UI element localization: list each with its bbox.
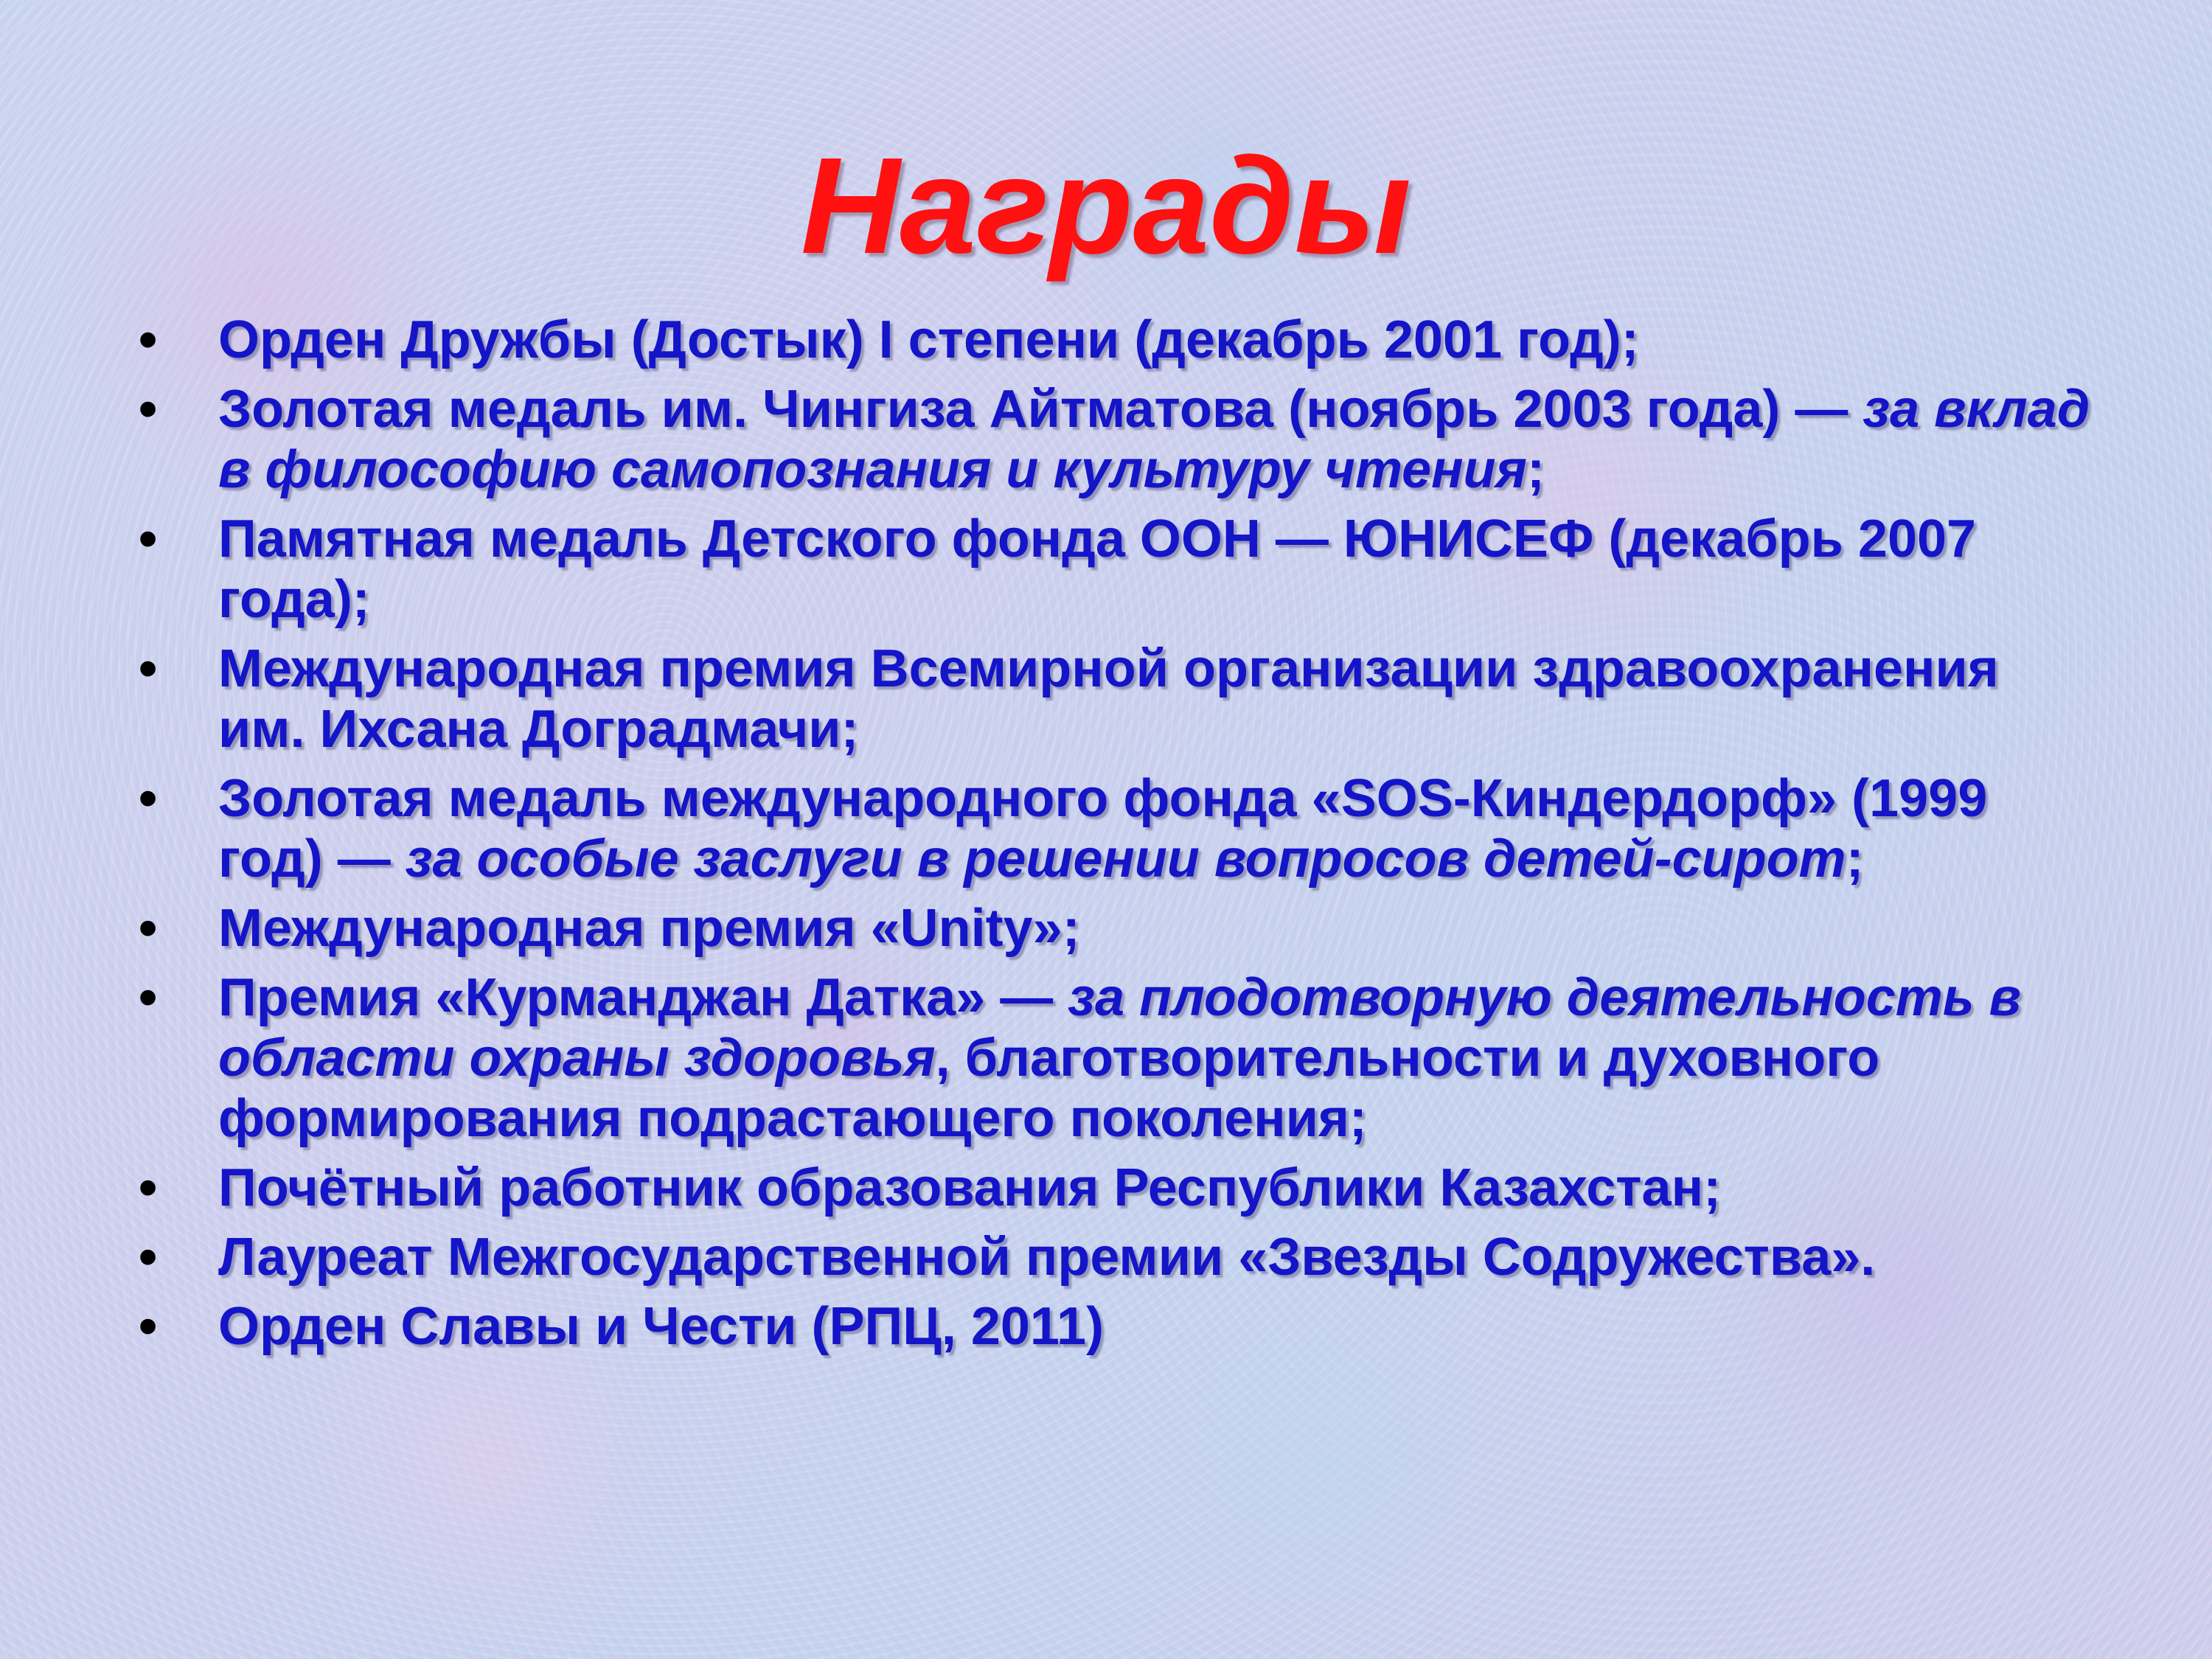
award-text-italic: за особые заслуги в решении вопросов детей-сирот [405,830,1846,888]
award-item-8 [124,1158,2100,1218]
award-item-1 [124,310,2100,370]
award-text-italic: за плодотворную деятельность в области охраны здоровья [218,968,2022,1088]
bullet-icon: • [139,1228,158,1287]
awards-list [124,310,2100,1366]
bullet-icon: • [139,509,158,568]
bullet-icon: • [139,310,158,369]
bullet-icon: • [139,899,158,958]
award-text: Орден Славы и Чести (РПЦ, 2011) [218,1297,1105,1356]
award-text: Золотая медаль им. Чингиза Айтматова (ноябрь 2003 года) — [218,380,1863,439]
award-text: Международная премия Всемирной организации здравоохранения им. Ихсана Доградмачи; [218,639,1999,759]
award-text: Премия «Курманджан Датка» — [218,968,1068,1027]
award-item-9 [124,1227,2100,1287]
award-item-10 [124,1296,2100,1357]
award-text: Международная премия «Unity»; [218,899,1080,958]
award-text: Почётный работник образования Республики Казахстан; [218,1158,1722,1217]
award-text-tail: ; [1526,440,1545,499]
award-text: Золотая медаль международного фонда «SOS-Киндердорф» (1999 год) — [218,769,1988,888]
award-text: Лауреат Межгосударственной премии «Звезды Содружества». [218,1228,1876,1287]
award-text-tail: ; [1846,830,1864,888]
bullet-icon: • [139,1297,158,1356]
award-item-4 [124,639,2100,759]
award-text-italic: за вклад в философию самопознания и культуру чтения [218,380,2090,499]
bullet-icon: • [139,380,158,439]
award-item-6 [124,898,2100,959]
award-text: Памятная медаль Детского фонда ООН — ЮНИСЕФ (декабрь 2007 года); [218,509,1977,629]
award-item-7 [124,967,2100,1149]
bullet-icon: • [139,639,158,698]
award-item-5 [124,768,2100,889]
award-item-2 [124,379,2100,500]
award-text-tail: , благотворительности и духовного формирования подрастающего поколения; [218,1029,1880,1148]
award-item-3 [124,509,2100,630]
bullet-icon: • [139,968,158,1027]
bullet-icon: • [139,769,158,828]
award-text: Орден Дружбы (Достык) I степени (декабрь 2001 год); [218,310,1639,369]
slide-title: Награды [801,130,1411,282]
bullet-icon: • [139,1158,158,1217]
